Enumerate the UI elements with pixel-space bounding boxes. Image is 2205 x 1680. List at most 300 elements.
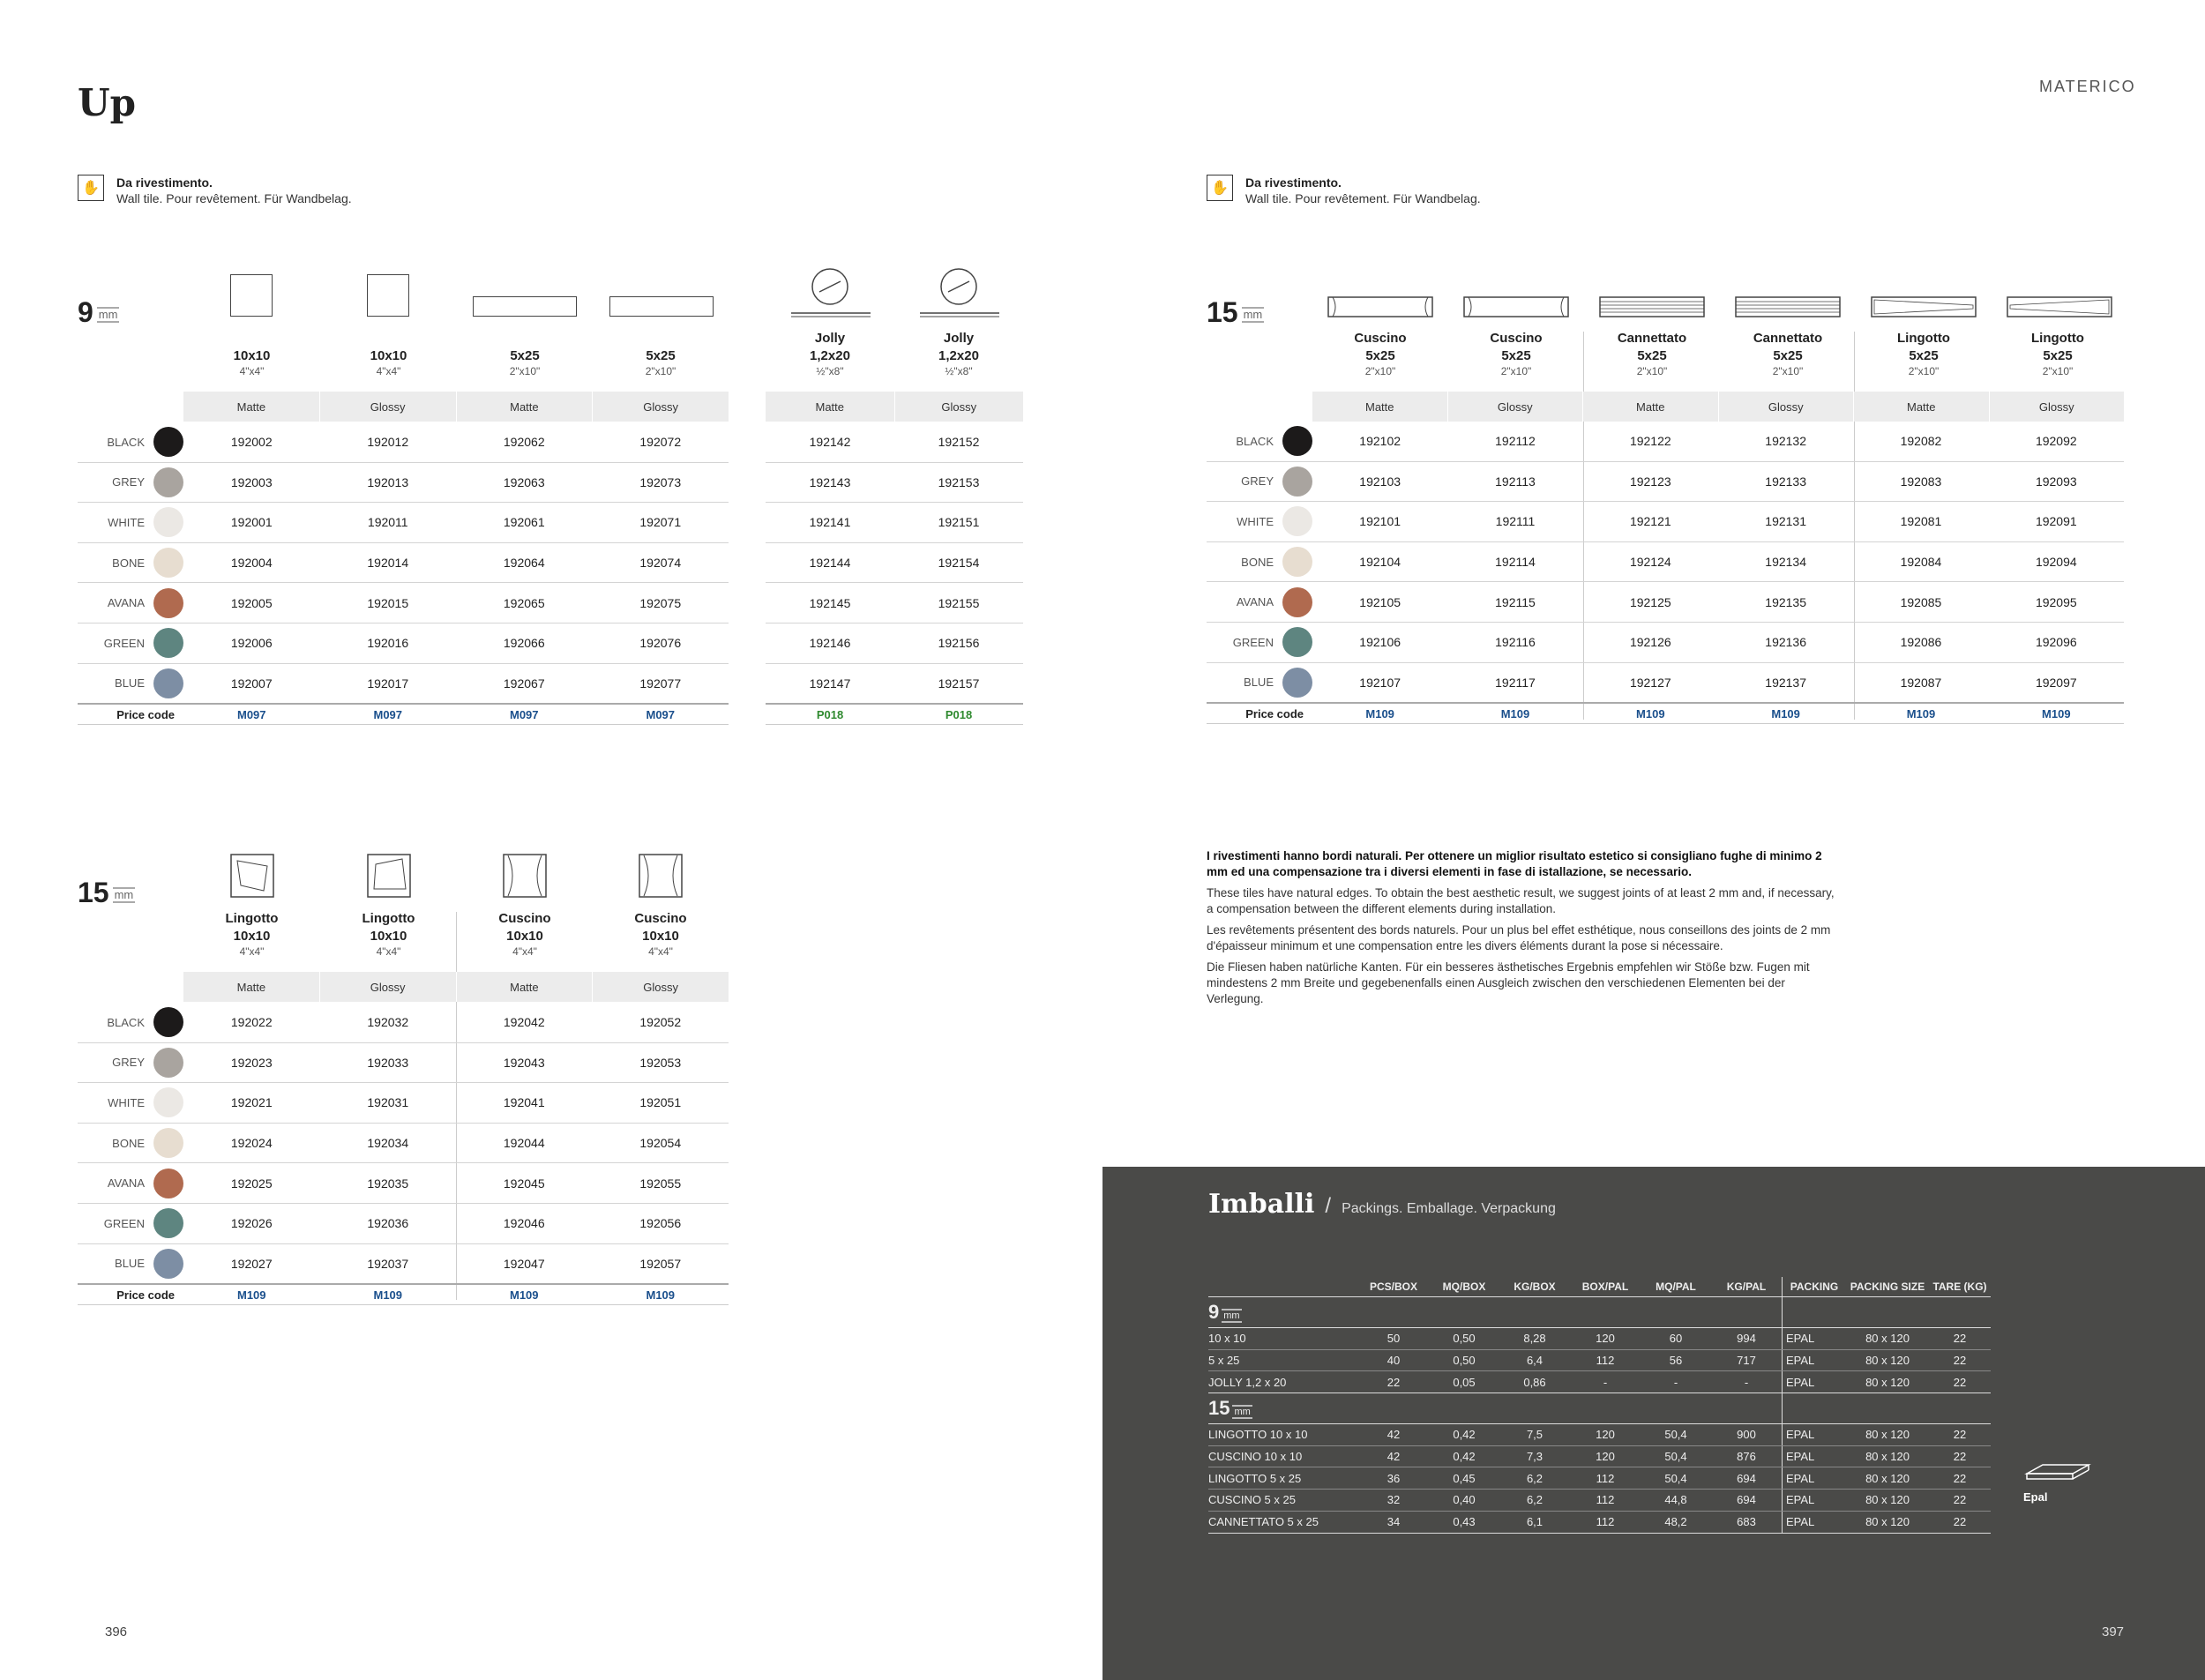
price-code: M109	[509, 1288, 539, 1302]
tile-label: 5x25 2"x10"	[509, 348, 541, 377]
table-row	[78, 503, 729, 543]
color-swatch	[1282, 467, 1312, 497]
product-code: 192123	[1629, 474, 1671, 489]
packing-col: BOX/PAL	[1570, 1277, 1641, 1297]
thickness-15mm	[78, 878, 135, 907]
product-code: 192067	[503, 676, 545, 691]
packing-row: JOLLY 1,2 x 20 22 0,05 0,86 - - - EPAL 80 x 120 22	[1208, 1371, 1991, 1393]
product-code: 192156	[938, 636, 980, 651]
finish-header	[183, 392, 729, 422]
table-row	[78, 1244, 729, 1284]
finish-label: Matte	[456, 392, 593, 422]
product-code: 192141	[809, 515, 851, 530]
price-code: M109	[646, 1288, 676, 1302]
product-code: 192151	[938, 515, 980, 530]
packing-row: LINGOTTO 5 x 25 36 0,45 6,2 112 50,4 694 EPAL 80 x 120 22	[1208, 1467, 1991, 1490]
price-code: M109	[373, 1288, 403, 1302]
price-code: M109	[2042, 706, 2071, 721]
color-name: BLACK	[1236, 434, 1274, 448]
price-code: M097	[509, 707, 539, 721]
product-code: 192075	[639, 595, 682, 610]
product-code: 192114	[1495, 555, 1536, 570]
price-code: M109	[1906, 706, 1936, 721]
color-name: BLUE	[1244, 676, 1274, 690]
packing-group-row	[1208, 1393, 1991, 1424]
product-code: 192157	[938, 676, 980, 691]
product-code: 192071	[639, 515, 682, 530]
table-row	[766, 583, 1023, 623]
thickness-9mm	[78, 298, 119, 326]
product-code: 192045	[503, 1176, 545, 1191]
thickness-unit: mm	[98, 308, 118, 321]
table-row	[1207, 462, 2124, 503]
tile-label: Cuscino 5x25 2"x10"	[1490, 331, 1543, 377]
color-swatch	[153, 1169, 183, 1198]
product-code: 192102	[1359, 434, 1401, 449]
thickness-unit: mm	[1223, 1310, 1240, 1321]
color-name: AVANA	[1236, 595, 1274, 609]
product-code: 192115	[1495, 594, 1536, 609]
note-italian: I rivestimenti hanno bordi naturali. Per ottenere un miglior risultato estetico si consigliano fughe di minimo 2 mm ed una compensazione tra i diversi elementi in fase di istallazione, se necessario.	[1207, 849, 1822, 878]
product-code: 192147	[809, 676, 851, 691]
table-row	[78, 1083, 729, 1124]
packing-col-name	[1208, 1277, 1358, 1297]
product-code: 192136	[1765, 635, 1806, 650]
tile-label: Lingotto 10x10 4"x4"	[225, 911, 279, 958]
tile-label: Jolly 1,2x20 ½"x8"	[938, 331, 979, 377]
thickness-unit: mm	[1234, 1407, 1251, 1418]
product-code: 192024	[230, 1136, 273, 1151]
code-table-15mm-10x10	[78, 1003, 729, 1305]
code-table-15mm-5x25	[1207, 422, 2124, 724]
color-swatch	[153, 1007, 183, 1037]
color-name: BLUE	[115, 1257, 145, 1271]
price-label: Price code	[116, 1288, 175, 1302]
thickness-unit: mm	[114, 888, 134, 901]
product-code: 192132	[1765, 434, 1806, 449]
thickness-value: 15	[78, 877, 109, 908]
product-code: 192095	[2035, 594, 2077, 609]
price-code: M109	[1500, 706, 1530, 721]
product-code: 192137	[1765, 675, 1806, 690]
product-code: 192054	[639, 1136, 682, 1151]
product-code: 192063	[503, 474, 545, 489]
color-name: WHITE	[108, 515, 145, 529]
color-name: AVANA	[107, 596, 145, 610]
tile-10x10-icon	[230, 274, 273, 317]
packing-slash: /	[1325, 1194, 1332, 1218]
cuscino-5x25-icon	[1463, 296, 1569, 317]
product-code: 192052	[639, 1015, 682, 1030]
color-swatch	[153, 467, 183, 497]
product-code: 192081	[1900, 514, 1942, 529]
color-swatch	[153, 668, 183, 698]
color-swatch	[1282, 506, 1312, 536]
tile-label: 10x10 4"x4"	[370, 348, 407, 377]
wall-tile-subtitle: Wall tile. Pour revêtement. Für Wandbelag.	[116, 191, 352, 205]
color-swatch	[153, 1087, 183, 1117]
tile-label: 10x10 4"x4"	[233, 348, 271, 377]
packing-title: Imballi	[1208, 1189, 1315, 1220]
product-code: 192001	[230, 515, 273, 530]
product-code: 192023	[230, 1055, 273, 1070]
product-code: 192091	[2035, 514, 2077, 529]
cuscino-5x25-icon	[1327, 296, 1433, 317]
product-code: 192032	[367, 1015, 409, 1030]
color-swatch	[153, 1048, 183, 1078]
price-code: M097	[646, 707, 676, 721]
table-row	[78, 1204, 729, 1244]
product-code: 192093	[2035, 474, 2077, 489]
tile-label: Cuscino 10x10 4"x4"	[634, 911, 687, 958]
product-code: 192144	[809, 556, 851, 571]
finish-label: Glossy	[1989, 392, 2125, 422]
product-code: 192135	[1765, 594, 1806, 609]
product-code: 192055	[639, 1176, 682, 1191]
product-code: 192053	[639, 1055, 682, 1070]
product-code: 192155	[938, 595, 980, 610]
color-name: BLUE	[115, 676, 145, 691]
product-code: 192026	[230, 1216, 273, 1231]
price-label: Price code	[116, 707, 175, 721]
thickness-value: 9	[1208, 1301, 1220, 1323]
product-code: 192031	[367, 1095, 409, 1110]
product-code: 192094	[2035, 555, 2077, 570]
price-code: M109	[1771, 706, 1800, 721]
product-code: 192097	[2035, 675, 2077, 690]
product-code: 192043	[503, 1055, 545, 1070]
thickness-value: 9	[78, 296, 93, 328]
packing-row: CUSCINO 5 x 25 32 0,40 6,2 112 44,8 694 EPAL 80 x 120 22	[1208, 1490, 1991, 1512]
product-code: 192143	[809, 474, 851, 489]
product-code: 192087	[1900, 675, 1942, 690]
code-table-jolly	[766, 422, 1023, 725]
product-code: 192082	[1900, 434, 1942, 449]
color-swatch	[153, 1208, 183, 1238]
product-code: 192104	[1359, 555, 1401, 570]
lingotto-10x10-icon	[230, 854, 274, 898]
hand-icon: ✋	[78, 175, 104, 201]
product-code: 192013	[367, 474, 409, 489]
color-name: GREY	[112, 1056, 145, 1070]
product-code: 192125	[1629, 594, 1671, 609]
finish-label: Glossy	[894, 392, 1024, 422]
product-code: 192146	[809, 636, 851, 651]
cannettato-5x25-icon	[1735, 296, 1841, 317]
color-swatch	[153, 628, 183, 658]
code-table-9mm	[78, 422, 729, 725]
color-name: GREEN	[103, 636, 145, 650]
packing-col: MQ/BOX	[1429, 1277, 1499, 1297]
packing-table	[1208, 1277, 1991, 1534]
price-row	[78, 1283, 729, 1305]
product-code: 192034	[367, 1136, 409, 1151]
table-row	[1207, 502, 2124, 542]
finish-label: Glossy	[1718, 392, 1854, 422]
table-row	[78, 1163, 729, 1204]
product-code: 192073	[639, 474, 682, 489]
page-number-left: 396	[105, 1624, 128, 1639]
lingotto-5x25-icon	[2007, 296, 2112, 317]
product-code: 192011	[367, 515, 408, 530]
packing-row: 10 x 10 50 0,50 8,28 120 60 994 EPAL 80 x 120 22	[1208, 1328, 1991, 1350]
product-code: 192076	[639, 636, 682, 651]
product-code: 192142	[809, 435, 851, 450]
product-code: 192131	[1765, 514, 1806, 529]
finish-header	[183, 972, 729, 1002]
product-code: 192134	[1765, 555, 1806, 570]
product-code: 192092	[2035, 434, 2077, 449]
wall-tile-note-right	[1207, 175, 1481, 206]
packing-row: CUSCINO 10 x 10 42 0,42 7,3 120 50,4 876 EPAL 80 x 120 22	[1208, 1445, 1991, 1467]
product-code: 192064	[503, 556, 545, 571]
finish-label: Matte	[815, 399, 844, 414]
product-code: 192006	[230, 636, 273, 651]
lingotto-10x10-icon	[367, 854, 411, 898]
packing-col: TARE (KG)	[1929, 1277, 1991, 1297]
product-code: 192086	[1900, 635, 1942, 650]
product-code: 192103	[1359, 474, 1401, 489]
table-row	[1207, 582, 2124, 623]
color-name: BONE	[112, 1136, 145, 1150]
packing-col: MQ/PAL	[1641, 1277, 1711, 1297]
brand-name: MATERICO	[2039, 78, 2136, 95]
product-code: 192044	[503, 1136, 545, 1151]
product-code: 192145	[809, 595, 851, 610]
color-swatch	[153, 588, 183, 618]
product-code: 192017	[367, 676, 409, 691]
product-code: 192111	[1495, 514, 1536, 529]
packing-subtitle: Packings. Emballage. Verpackung	[1342, 1201, 1556, 1216]
product-code: 192037	[367, 1256, 409, 1271]
table-row	[78, 543, 729, 584]
price-code: M097	[236, 707, 266, 721]
table-row	[766, 422, 1023, 463]
product-code: 192056	[639, 1216, 682, 1231]
finish-label: Glossy	[1447, 392, 1583, 422]
installation-notes	[1207, 848, 1842, 1012]
table-row	[766, 503, 1023, 543]
product-code: 192003	[230, 474, 273, 489]
product-code: 192105	[1359, 594, 1401, 609]
thickness-value: 15	[1207, 296, 1238, 328]
lingotto-5x25-icon	[1871, 296, 1977, 317]
hand-icon: ✋	[1207, 175, 1233, 201]
product-code: 192121	[1629, 514, 1671, 529]
packing-panel	[1102, 1167, 2205, 1680]
packing-group-row	[1208, 1297, 1991, 1328]
product-code: 192002	[230, 435, 273, 450]
price-code: M109	[1365, 706, 1394, 721]
product-code: 192074	[639, 556, 682, 571]
product-code: 192124	[1629, 555, 1671, 570]
table-row	[78, 422, 729, 463]
color-name: BONE	[112, 556, 145, 570]
finish-label: Matte	[236, 399, 266, 414]
finish-label: Matte	[1582, 392, 1718, 422]
color-name: BONE	[1241, 555, 1274, 569]
wall-tile-note-left	[78, 175, 352, 206]
product-code: 192127	[1629, 675, 1671, 690]
finish-header	[1312, 392, 2124, 422]
color-name: GREEN	[1232, 635, 1274, 649]
color-name: GREY	[1241, 474, 1274, 489]
product-code: 192016	[367, 636, 409, 651]
product-code: 192112	[1495, 434, 1536, 449]
product-code: 192106	[1359, 635, 1401, 650]
table-row	[1207, 422, 2124, 462]
product-code: 192113	[1495, 474, 1536, 489]
product-code: 192084	[1900, 555, 1942, 570]
color-name: BLACK	[107, 1015, 145, 1029]
color-swatch	[153, 507, 183, 537]
jolly-icon	[918, 267, 1003, 318]
product-code: 192152	[938, 435, 980, 450]
color-name: WHITE	[108, 1095, 145, 1109]
color-swatch	[1282, 587, 1312, 617]
table-row	[78, 1043, 729, 1084]
table-row	[78, 1003, 729, 1043]
product-code: 192012	[367, 435, 409, 450]
thickness-15mm	[1207, 298, 1264, 326]
finish-label: Glossy	[319, 972, 456, 1002]
product-code: 192027	[230, 1256, 273, 1271]
product-code: 192126	[1629, 635, 1671, 650]
product-code: 192021	[230, 1095, 273, 1110]
color-name: GREEN	[103, 1216, 145, 1230]
price-row	[766, 703, 1023, 725]
table-row	[766, 623, 1023, 664]
color-name: AVANA	[107, 1176, 145, 1191]
cuscino-10x10-icon	[639, 854, 683, 898]
tile-label: Cannettato 5x25 2"x10"	[1617, 331, 1687, 377]
tile-label: Cuscino 5x25 2"x10"	[1354, 331, 1407, 377]
color-swatch	[153, 1249, 183, 1279]
jolly-icon	[789, 267, 874, 318]
product-code: 192117	[1495, 675, 1536, 690]
tile-10x10-icon	[367, 274, 409, 317]
price-row	[78, 703, 729, 725]
product-code: 192057	[639, 1256, 682, 1271]
packing-col: PCS/BOX	[1358, 1277, 1429, 1297]
product-code: 192007	[230, 676, 273, 691]
table-row	[78, 1124, 729, 1164]
product-code: 192022	[230, 1015, 273, 1030]
color-swatch	[1282, 627, 1312, 657]
tile-5x25-icon	[609, 296, 714, 317]
price-row	[1207, 702, 2124, 724]
page-title: Up	[78, 81, 136, 124]
product-code: 192116	[1495, 635, 1536, 650]
thickness-value: 15	[1208, 1397, 1230, 1420]
product-code: 192133	[1765, 474, 1806, 489]
product-code: 192014	[367, 556, 409, 571]
finish-header	[766, 392, 1023, 422]
cannettato-5x25-icon	[1599, 296, 1705, 317]
product-code: 192066	[503, 636, 545, 651]
packing-header-row	[1208, 1277, 1991, 1297]
color-swatch	[153, 1128, 183, 1158]
color-swatch	[153, 427, 183, 457]
page-number-right: 397	[2102, 1624, 2125, 1639]
finish-label: Matte	[1364, 399, 1394, 414]
finish-label: Matte	[236, 980, 266, 994]
color-swatch	[1282, 668, 1312, 698]
table-row	[1207, 663, 2124, 703]
table-row	[1207, 542, 2124, 583]
note-english: These tiles have natural edges. To obtain the best aesthetic result, we suggest joints of at least 2 mm and, if necessary, a compensation between the different elements during installation.	[1207, 886, 1835, 915]
packing-row: 5 x 25 40 0,50 6,4 112 56 717 EPAL 80 x 120 22	[1208, 1349, 1991, 1371]
packing-heading	[1208, 1189, 1556, 1220]
packing-col: KG/BOX	[1499, 1277, 1570, 1297]
product-code: 192083	[1900, 474, 1942, 489]
product-code: 192046	[503, 1216, 545, 1231]
finish-label: Matte	[1853, 392, 1989, 422]
product-code: 192101	[1359, 514, 1401, 529]
product-code: 192061	[503, 515, 545, 530]
packing-col: PACKING	[1783, 1277, 1847, 1297]
note-german: Die Fliesen haben natürliche Kanten. Für ein besseres ästhetisches Ergebnis empfehlen wir Stöße bzw. Fugen mit mindestens 2 mm Breite und gegebenenfalls einen Ausgleich zwischen den verschiedenen Elementen bei der Verlegung.	[1207, 960, 1810, 1005]
packing-row: CANNETTATO 5 x 25 34 0,43 6,1 112 48,2 683 EPAL 80 x 120 22	[1208, 1511, 1991, 1533]
table-row	[766, 543, 1023, 584]
product-code: 192025	[230, 1176, 273, 1191]
epal-label: Epal	[2023, 1490, 2048, 1504]
product-code: 192005	[230, 595, 273, 610]
table-row	[766, 664, 1023, 704]
product-code: 192047	[503, 1256, 545, 1271]
table-row	[78, 623, 729, 664]
tile-label: Cannettato 5x25 2"x10"	[1753, 331, 1823, 377]
table-row	[78, 463, 729, 504]
product-code: 192154	[938, 556, 980, 571]
pallet-icon	[2023, 1460, 2094, 1486]
table-row	[1207, 623, 2124, 663]
product-code: 192096	[2035, 635, 2077, 650]
tile-label: Lingotto 10x10 4"x4"	[362, 911, 415, 958]
price-code: P018	[945, 707, 973, 721]
packing-row: LINGOTTO 10 x 10 42 0,42 7,5 120 50,4 900 EPAL 80 x 120 22	[1208, 1424, 1991, 1446]
product-code: 192051	[639, 1095, 682, 1110]
tile-label: Jolly 1,2x20 ½"x8"	[810, 331, 850, 377]
cuscino-10x10-icon	[503, 854, 547, 898]
table-row	[78, 583, 729, 623]
packing-col: PACKING SIZE	[1846, 1277, 1929, 1297]
product-code: 192033	[367, 1055, 409, 1070]
finish-label: Glossy	[592, 392, 729, 422]
product-code: 192072	[639, 435, 682, 450]
color-name: WHITE	[1237, 514, 1274, 528]
tile-5x25-icon	[473, 296, 577, 317]
note-french: Les revêtements présentent des bords naturels. Pour un plus bel effet esthétique, nous conseillons des joints de 2 mm d'épaisseur minimum et une compensation entre les divers éléments durant la pose si nécessaire.	[1207, 923, 1831, 952]
product-code: 192042	[503, 1015, 545, 1030]
product-code: 192122	[1629, 434, 1671, 449]
tile-label: 5x25 2"x10"	[645, 348, 676, 377]
product-code: 192107	[1359, 675, 1401, 690]
color-swatch	[1282, 547, 1312, 577]
product-code: 192062	[503, 435, 545, 450]
price-code: M109	[236, 1288, 266, 1302]
wall-tile-title: Da rivestimento.	[1245, 175, 1342, 190]
tile-label: Lingotto 5x25 2"x10"	[1897, 331, 1950, 377]
product-code: 192004	[230, 556, 273, 571]
wall-tile-subtitle: Wall tile. Pour revêtement. Für Wandbelag.	[1245, 191, 1481, 205]
product-code: 192036	[367, 1216, 409, 1231]
color-name: GREY	[112, 475, 145, 489]
price-code: M109	[1636, 706, 1665, 721]
price-code: M097	[373, 707, 403, 721]
finish-label: Glossy	[592, 972, 729, 1002]
color-name: BLACK	[107, 435, 145, 449]
